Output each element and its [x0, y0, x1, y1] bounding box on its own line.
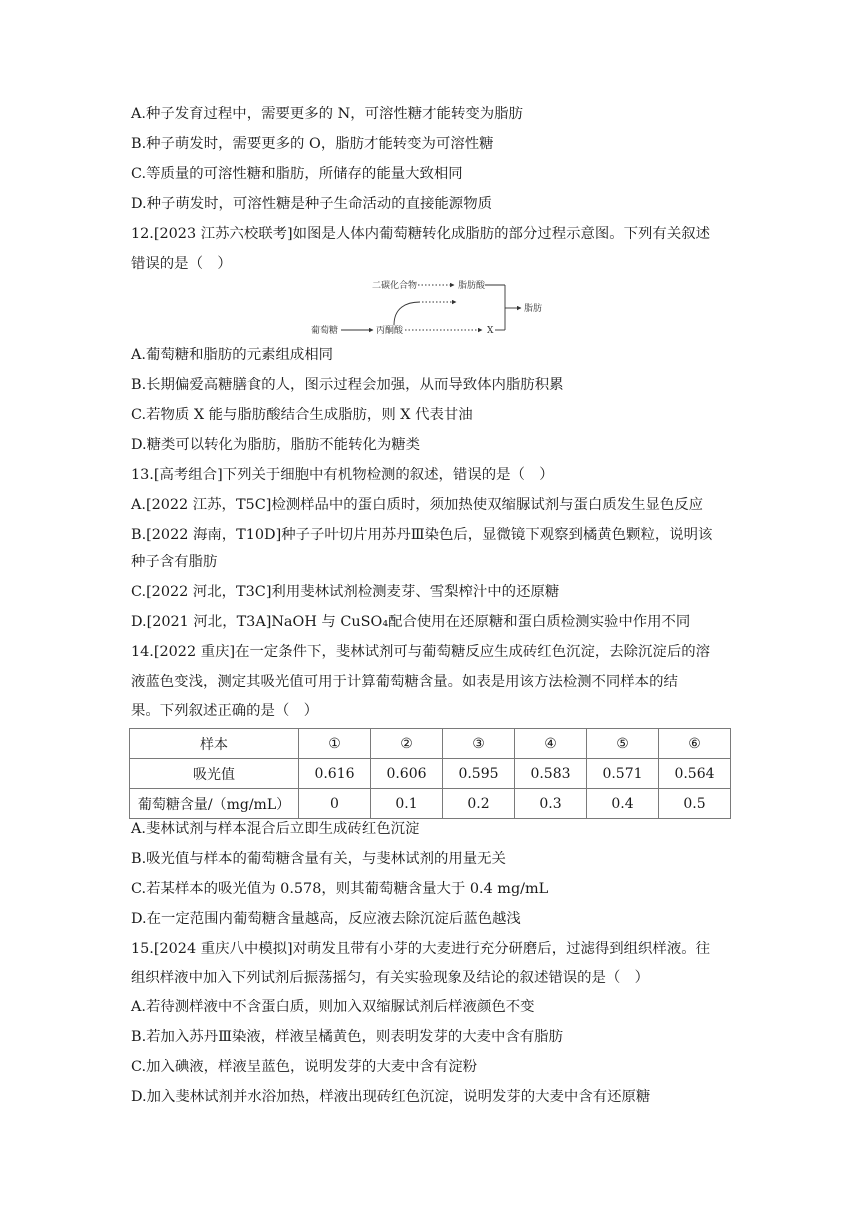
q14-option-c: C.若某样本的吸光值为 0.578，则其葡萄糖含量大于 0.4 mg/mL [131, 881, 549, 897]
q12-stem: 12.[2023 江苏六校联考]如图是人体内葡萄糖转化成脂肪的部分过程示意图。下列有关叙述 [131, 226, 710, 242]
q15-option-a: A.若待测样液中不含蛋白质，则加入双缩脲试剂后样液颜色不变 [131, 999, 535, 1015]
q15-stem-1: 15.[2024 重庆八中模拟]对萌发且带有小芽的大麦进行充分研磨后，过滤得到组织样液。往 [131, 941, 710, 957]
table-row [130, 759, 731, 789]
table-cell: 0.595 [443, 759, 515, 789]
table-cell: ④ [515, 729, 587, 759]
fatty-acid-label: 脂肪酸 [458, 281, 486, 291]
q12-option-d: D.糖类可以转化为脂肪，脂肪不能转化为糖类 [131, 437, 421, 453]
q14-stem-3: 果。下列叙述正确的是（ ） [131, 703, 319, 719]
table-cell: 0.1 [371, 789, 443, 819]
row-label-absorbance: 吸光值 [130, 759, 299, 789]
table-cell: ③ [443, 729, 515, 759]
q14-option-d: D.在一定范围内葡萄糖含量越高，反应液去除沉淀后蓝色越浅 [131, 911, 521, 927]
q14-stem-1: 14.[2022 重庆]在一定条件下，斐林试剂可与葡萄糖反应生成砖红色沉淀，去除沉淀后的溶 [131, 644, 710, 660]
q11-option-b: B.种子萌发时，需要更多的 O，脂肪才能转变为可溶性糖 [131, 136, 494, 152]
table-cell: 0.616 [299, 759, 371, 789]
q12-option-b: B.长期偏爱高糖膳食的人，图示过程会加强，从而导致体内脂肪积累 [131, 377, 564, 393]
q15-stem-2: 组织样液中加入下列试剂后振荡摇匀，有关实验现象及结论的叙述错误的是（ ） [131, 970, 650, 986]
q11-option-d: D.种子萌发时，可溶性糖是种子生命活动的直接能源物质 [131, 196, 492, 212]
q13-option-a: A.[2022 江苏，T5C]检测样品中的蛋白质时，须加热使双缩脲试剂与蛋白质发生显色反应 [131, 497, 704, 513]
table-cell: 0.5 [659, 789, 731, 819]
row-label-sample: 样本 [130, 729, 299, 759]
two-carbon-label: 二碳化合物 [372, 281, 418, 291]
q14-stem-2: 液蓝色变浅，测定其吸光值可用于计算葡萄糖含量。如表是用该方法检测不同样本的结 [131, 674, 678, 690]
glucose-to-fat-diagram [310, 276, 560, 338]
table-cell: 0.564 [659, 759, 731, 789]
q11-option-c: C.等质量的可溶性糖和脂肪，所储存的能量大致相同 [131, 166, 463, 182]
glucose-label: 葡萄糖 [311, 326, 339, 336]
row-label-glucose: 葡萄糖含量/（mg/mL） [130, 789, 299, 819]
table-cell: ⑥ [659, 729, 731, 759]
table-row [130, 789, 731, 819]
q15-option-d: D.加入斐林试剂并水浴加热，样液出现砖红色沉淀，说明发芽的大麦中含有还原糖 [131, 1089, 651, 1105]
q12-option-a: A.葡萄糖和脂肪的元素组成相同 [131, 347, 334, 363]
table-cell: 0.583 [515, 759, 587, 789]
table-row [130, 729, 731, 759]
q13-stem: 13.[高考组合]下列关于细胞中有机物检测的叙述，错误的是（ ） [131, 467, 554, 483]
q13-option-c: C.[2022 河北，T3C]利用斐林试剂检测麦芽、雪梨榨汁中的还原糖 [131, 584, 560, 600]
table-cell: 0 [299, 789, 371, 819]
table-cell: ② [371, 729, 443, 759]
q12-stem-cont: 错误的是（ ） [131, 256, 232, 272]
table-cell: 0.2 [443, 789, 515, 819]
q13-option-b: B.[2022 海南，T10D]种子子叶切片用苏丹Ⅲ染色后，显微镜下观察到橘黄色颗粒，说明该 [131, 527, 713, 543]
table-cell: ① [299, 729, 371, 759]
table-cell: ⑤ [587, 729, 659, 759]
q13-option-b-cont: 种子含有脂肪 [131, 554, 218, 570]
q12-option-c: C.若物质 X 能与脂肪酸结合生成脂肪，则 X 代表甘油 [131, 407, 473, 423]
q14-option-b: B.吸光值与样本的葡萄糖含量有关，与斐林试剂的用量无关 [131, 851, 506, 867]
glucose-absorbance-table [129, 728, 731, 819]
pyruvate-label: 丙酮酸 [376, 326, 404, 336]
x-label: X [487, 326, 494, 336]
q15-option-b: B.若加入苏丹Ⅲ染液，样液呈橘黄色，则表明发芽的大麦中含有脂肪 [131, 1029, 563, 1045]
q15-option-c: C.加入碘液，样液呈蓝色，说明发芽的大麦中含有淀粉 [131, 1059, 478, 1075]
q13-option-d: D.[2021 河北，T3A]NaOH 与 CuSO₄配合使用在还原糖和蛋白质检测实验中作用不同 [131, 614, 691, 630]
table-cell: 0.571 [587, 759, 659, 789]
table-cell: 0.3 [515, 789, 587, 819]
q11-option-a: A.种子发育过程中，需要更多的 N，可溶性糖才能转变为脂肪 [131, 106, 523, 122]
q14-option-a: A.斐林试剂与样本混合后立即生成砖红色沉淀 [131, 821, 420, 837]
fat-label: 脂肪 [524, 304, 543, 314]
curve-pyruvate [394, 302, 420, 325]
table-cell: 0.606 [371, 759, 443, 789]
table-cell: 0.4 [587, 789, 659, 819]
